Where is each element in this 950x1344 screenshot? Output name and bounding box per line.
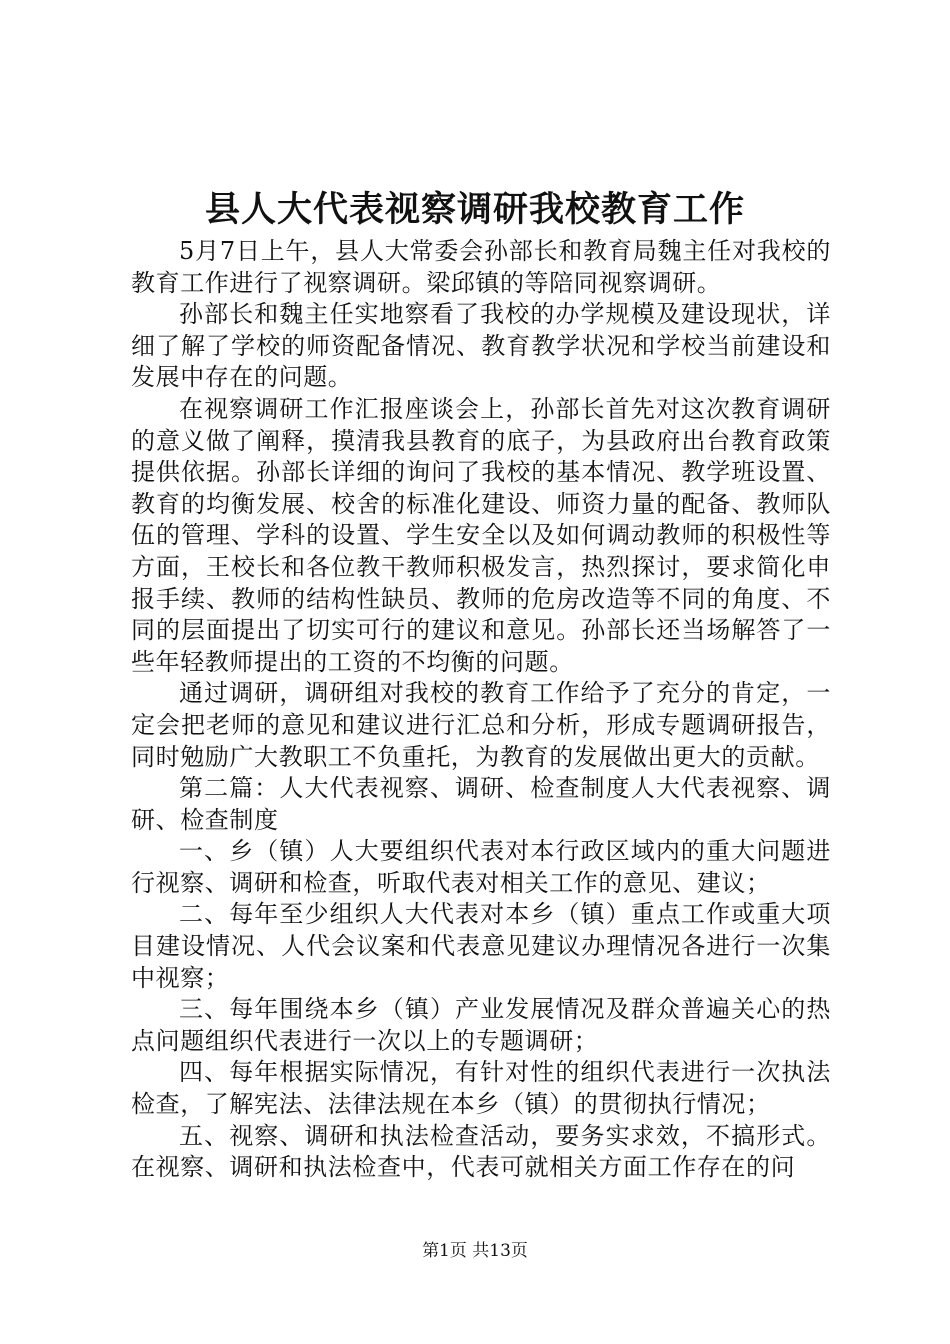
paragraph: 5月7日上午，县人大常委会孙部长和教育局魏主任对我校的教育工作进行了视察调研。梁邱镇的等陪同视察调研。 — [131, 237, 831, 297]
page-number-footer: 第1页 共13页 — [422, 1241, 528, 1261]
document-title: 县人大代表视察调研我校教育工作 — [204, 189, 745, 230]
paragraph: 一、乡（镇）人大要组织代表对本行政区域内的重大问题进行视察、调研和检查，听取代表对相关工作的意见、建议； — [131, 837, 831, 897]
document-body — [131, 236, 831, 1184]
paragraph: 四、每年根据实际情况，有针对性的组织代表进行一次执法检查，了解宪法、法律法规在本乡（镇）的贯彻执行情况； — [131, 1058, 831, 1119]
paragraph: 通过调研，调研组对我校的教育工作给予了充分的肯定，一定会把老师的意见和建议进行汇总和分析，形成专题调研报告，同时勉励广大教职工不负重托，为教育的发展做出更大的贡献。 — [131, 679, 831, 771]
paragraph: 三、每年围绕本乡（镇）产业发展情况及群众普遍关心的热点问题组织代表进行一次以上的专题调研； — [131, 995, 831, 1055]
paragraph: 孙部长和魏主任实地察看了我校的办学规模及建设现状，详细了解了学校的师资配备情况、教育教学状况和学校当前建设和发展中存在的问题。 — [131, 300, 831, 392]
paragraph: 二、每年至少组织人大代表对本乡（镇）重点工作或重大项目建设情况、人代会议案和代表意见建议办理情况各进行一次集中视察； — [131, 900, 831, 992]
paragraph: 五、视察、调研和执法检查活动，要务实求效，不搞形式。在视察、调研和执法检查中，代表可就相关方面工作存在的问 — [131, 1121, 831, 1182]
paragraph: 第二篇：人大代表视察、调研、检查制度人大代表视察、调研、检查制度 — [131, 774, 831, 834]
paragraph: 在视察调研工作汇报座谈会上，孙部长首先对这次教育调研的意义做了阐释，摸清我县教育的底子，为县政府出台教育政策提供依据。孙部长详细的询问了我校的基本情况、教学班设置、教育的均衡发展、校舍的标准化建设、师资力量的配备、教师队伍的管理、学科的设置、学生安全以及如何调动教师的积极性等方面，王校长和各位教干教师积极发言，热烈探讨，要求简化申报手续、教师的结构性缺员、教师的危房改造等不同的角度、不同的层面提出了切实可行的建议和意见。孙部长还当场解答了一些年轻教师提出的工资的不均衡的问题。 — [131, 394, 831, 676]
